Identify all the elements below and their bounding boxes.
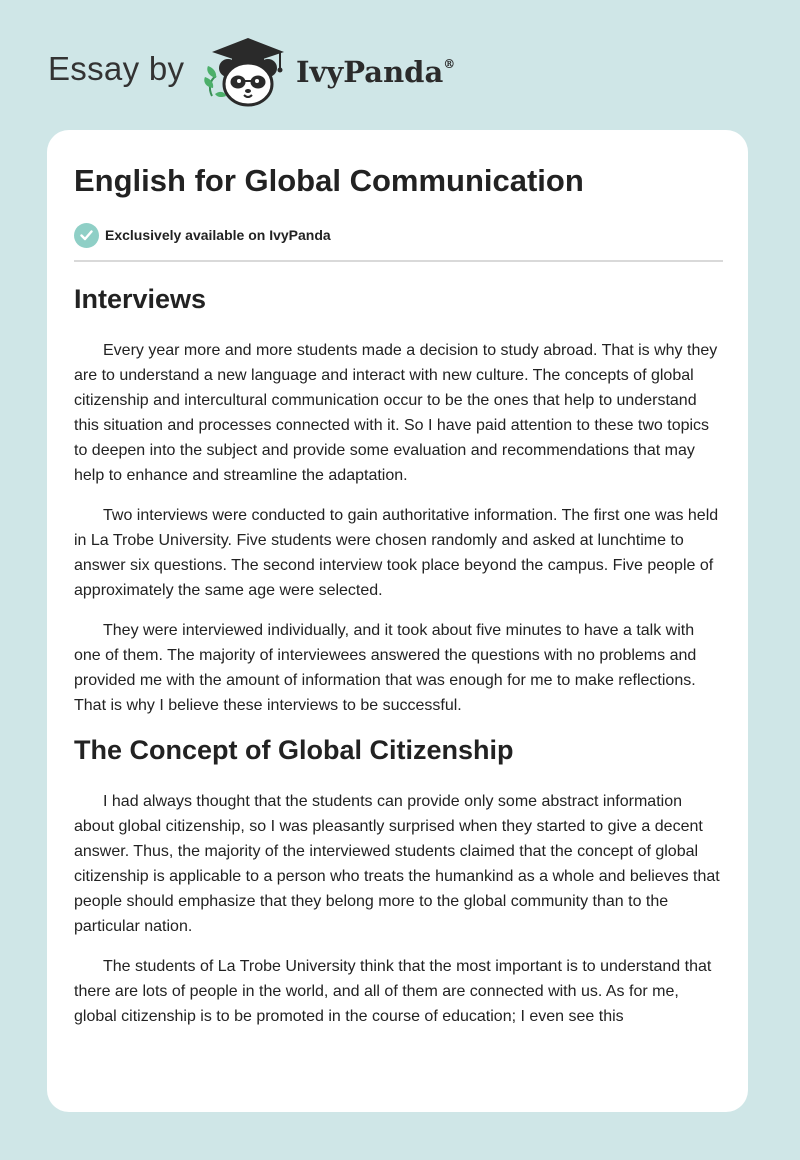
paragraph: They were interviewed individually, and it took about five minutes to have a talk with one of them. The majority of interviewees answered the questions with no problems and provided me with the amount of information that was enough for me to make reflections. That is why I believe these interviews to be successful. — [74, 622, 697, 714]
check-circle-icon — [74, 223, 99, 248]
paragraph: Every year more and more students made a decision to study abroad. That is why they are to understand a new language and interact with new culture. The concepts of global citizenship and intercultural communication occur to be the ones that help to understand this situation and processes connected with it. So I have paid attention to these two topics to deepen into the subject and provide some evaluation and recommendations that may help to enhance and streamline the adaptation. — [74, 342, 718, 484]
brand-logo-text: IvyPanda® — [296, 55, 456, 89]
essay-card — [47, 130, 748, 1112]
paragraph: Two interviews were conducted to gain authoritative information. The first one was held in La Trobe University. Five students were chosen randomly and asked at lunchtime to answer six questions. The second interview took place beyond the campus. Five people of approximately the same age were selected. — [74, 507, 719, 599]
badge-label: Exclusively available on IvyPanda — [105, 227, 331, 243]
title-divider — [74, 260, 723, 262]
paragraph: I had always thought that the students can provide only some abstract information about global citizenship, so I was pleasantly surprised when they started to give a decent answer. Thus, the majority of the interviewed students claimed that the concept of global citizenship is applicable to a person who treats the humankind as a whole and believes that people should emphasize that they belong more to the global community than to the particular nation. — [74, 793, 720, 935]
section-heading: Interviews — [74, 284, 207, 314]
section-heading: The Concept of Global Citizenship — [74, 735, 514, 765]
paragraph: The students of La Trobe University think that the most important is to understand that there are lots of people in the world, and all of them are connected with us. As for me, global citizenship is to be promoted in the course of education; I even see this — [74, 958, 712, 1025]
site-header — [0, 0, 800, 120]
essay-body — [74, 282, 723, 1044]
page-title: English for Global Communication — [74, 163, 584, 198]
panda-graduate-icon — [198, 34, 294, 110]
exclusive-badge — [74, 222, 331, 248]
essay-by-label: Essay by — [48, 50, 185, 87]
